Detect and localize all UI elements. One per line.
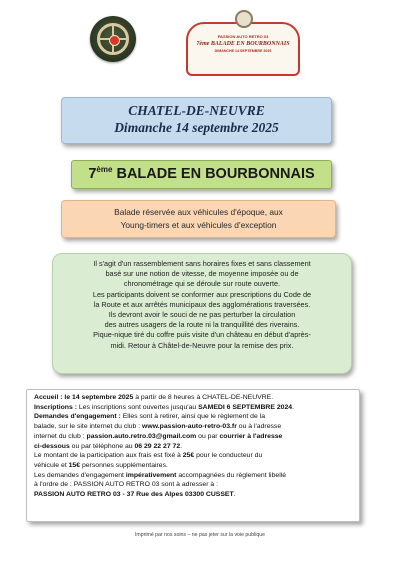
address-line	[34, 490, 353, 500]
montant-line	[34, 451, 353, 461]
footer-note: Imprimé par nos soins – ne pas jeter sur la voie publique	[134, 532, 266, 538]
description-line: la Route et aux arrêtés municipaux des agglomérations traversées.	[93, 299, 311, 309]
extra-fee: 15€	[68, 461, 81, 469]
montant-text: véhicule et	[34, 461, 69, 469]
inscriptions-text: Les inscriptions sont ouvertes jusqu'au	[76, 403, 199, 411]
demandes-text: ou par	[196, 432, 220, 440]
envoi-line: à l'ordre de : PASSION AUTO RETRO 03 sont à adresser à :	[34, 481, 219, 489]
description-line: des autres usagers de la route ni la tranquillité des riverains.	[104, 320, 300, 330]
demandes-line	[34, 422, 353, 432]
description-line: Ils devront avoir le souci de ne pas perturber la circulation	[108, 310, 296, 320]
website-link[interactable]: www.passion-auto-retro-03.fr	[142, 423, 237, 431]
envoi-text: accompagnées du règlement libellé	[176, 471, 287, 479]
event-name: BALADE EN BOURBONNAIS	[116, 166, 315, 182]
courrier-text: courrier à l'adresse	[219, 432, 283, 440]
description-line: Pique-nique tiré du coffre puis visite d'un château en début d'après-	[93, 330, 311, 340]
accueil-line	[34, 393, 353, 403]
envoi-text: Les demandes d'engagement	[34, 471, 126, 479]
envoi-emphasis: impérativement	[125, 471, 177, 479]
driver-fee: 25€	[182, 452, 195, 460]
montant-text: pour le conducteur du	[194, 452, 263, 460]
plaque-event: 7ème BALADE EN BOURBONNAIS	[196, 41, 290, 47]
inscriptions-label: Inscriptions :	[34, 403, 77, 411]
demandes-text: internet du club :	[34, 432, 87, 440]
reserved-line: Balade réservée aux véhicules d'époque, aux	[114, 207, 283, 217]
demandes-text: ou à l'adresse	[236, 423, 282, 431]
description-line: midi. Retour à Châtel-de-Neuvre pour la remise des prix.	[110, 340, 294, 350]
description-line: Les participants doivent se conformer aux prescriptions du Code de	[92, 289, 312, 299]
demandes-text: Elles sont à retirer, ainsi que le règlement de la	[120, 413, 266, 421]
demandes-text: balade, sur le site internet du club :	[34, 423, 143, 431]
email-link[interactable]: passion.auto.retro.03@gmail.com	[86, 432, 197, 440]
plaque-date: DIMANCHE 14 SEPTEMBRE 2025	[214, 49, 272, 53]
demandes-text: .	[180, 442, 183, 450]
phone-number: 06 29 22 27 72	[134, 442, 181, 450]
description-line: chronométrage qui se déroule sur route ouverte.	[123, 279, 281, 289]
demandes-text: ou par téléphone au	[69, 442, 135, 450]
demandes-line	[34, 412, 353, 422]
demandes-line	[34, 442, 353, 452]
postal-address: PASSION AUTO RETRO 03 - 37 Rue des Alpes 03300 CUSSET	[34, 491, 234, 499]
event-location: CHATEL-DE-NEUVRE	[128, 103, 265, 118]
info-box	[26, 389, 360, 522]
description-line: Il s'agit d'un rassemblement sans horaires fixes et sans classement	[93, 259, 311, 268]
description-line: basé sur une notion de vitesse, de moyenne imposée ou de	[105, 269, 299, 279]
plaque-club: PASSION AUTO RETRO 03	[217, 34, 269, 39]
envoi-line	[34, 471, 353, 481]
accueil-date: le 14 septembre 2025	[62, 394, 134, 401]
event-name-box	[71, 160, 332, 189]
event-ordinal: ème	[96, 165, 113, 175]
rally-plaque	[186, 22, 300, 76]
reserved-line: Young-timers et aux véhicules d'exception	[120, 219, 277, 230]
description-box	[52, 253, 352, 374]
address-end: .	[233, 491, 236, 499]
logo-hub	[109, 35, 120, 46]
accueil-text: à partir de 8 heures à CHATEL-DE-NEUVRE.	[133, 394, 274, 401]
reserved-vehicles-box	[61, 200, 336, 238]
event-number: 7	[88, 166, 97, 182]
inscriptions-end: .	[292, 403, 294, 411]
montant-text: personnes supplémentaires.	[80, 461, 168, 469]
demandes-label: Demandes d'engagement :	[34, 413, 121, 421]
montant-line	[34, 461, 353, 471]
event-date: Dimanche 14 septembre 2025	[114, 120, 279, 135]
accueil-label: Accueil :	[34, 394, 63, 401]
inscriptions-line	[34, 403, 353, 413]
demandes-line	[34, 432, 353, 442]
ci-dessous-text: ci-dessous	[34, 442, 70, 450]
montant-text: Le montant de la participation aux frais est fixé à	[34, 452, 183, 460]
club-logo	[90, 16, 136, 62]
steering-wheel-icon	[235, 10, 253, 28]
inscriptions-deadline: SAMEDI 6 SEPTEMBRE 2024	[198, 403, 293, 411]
title-box	[61, 97, 332, 144]
